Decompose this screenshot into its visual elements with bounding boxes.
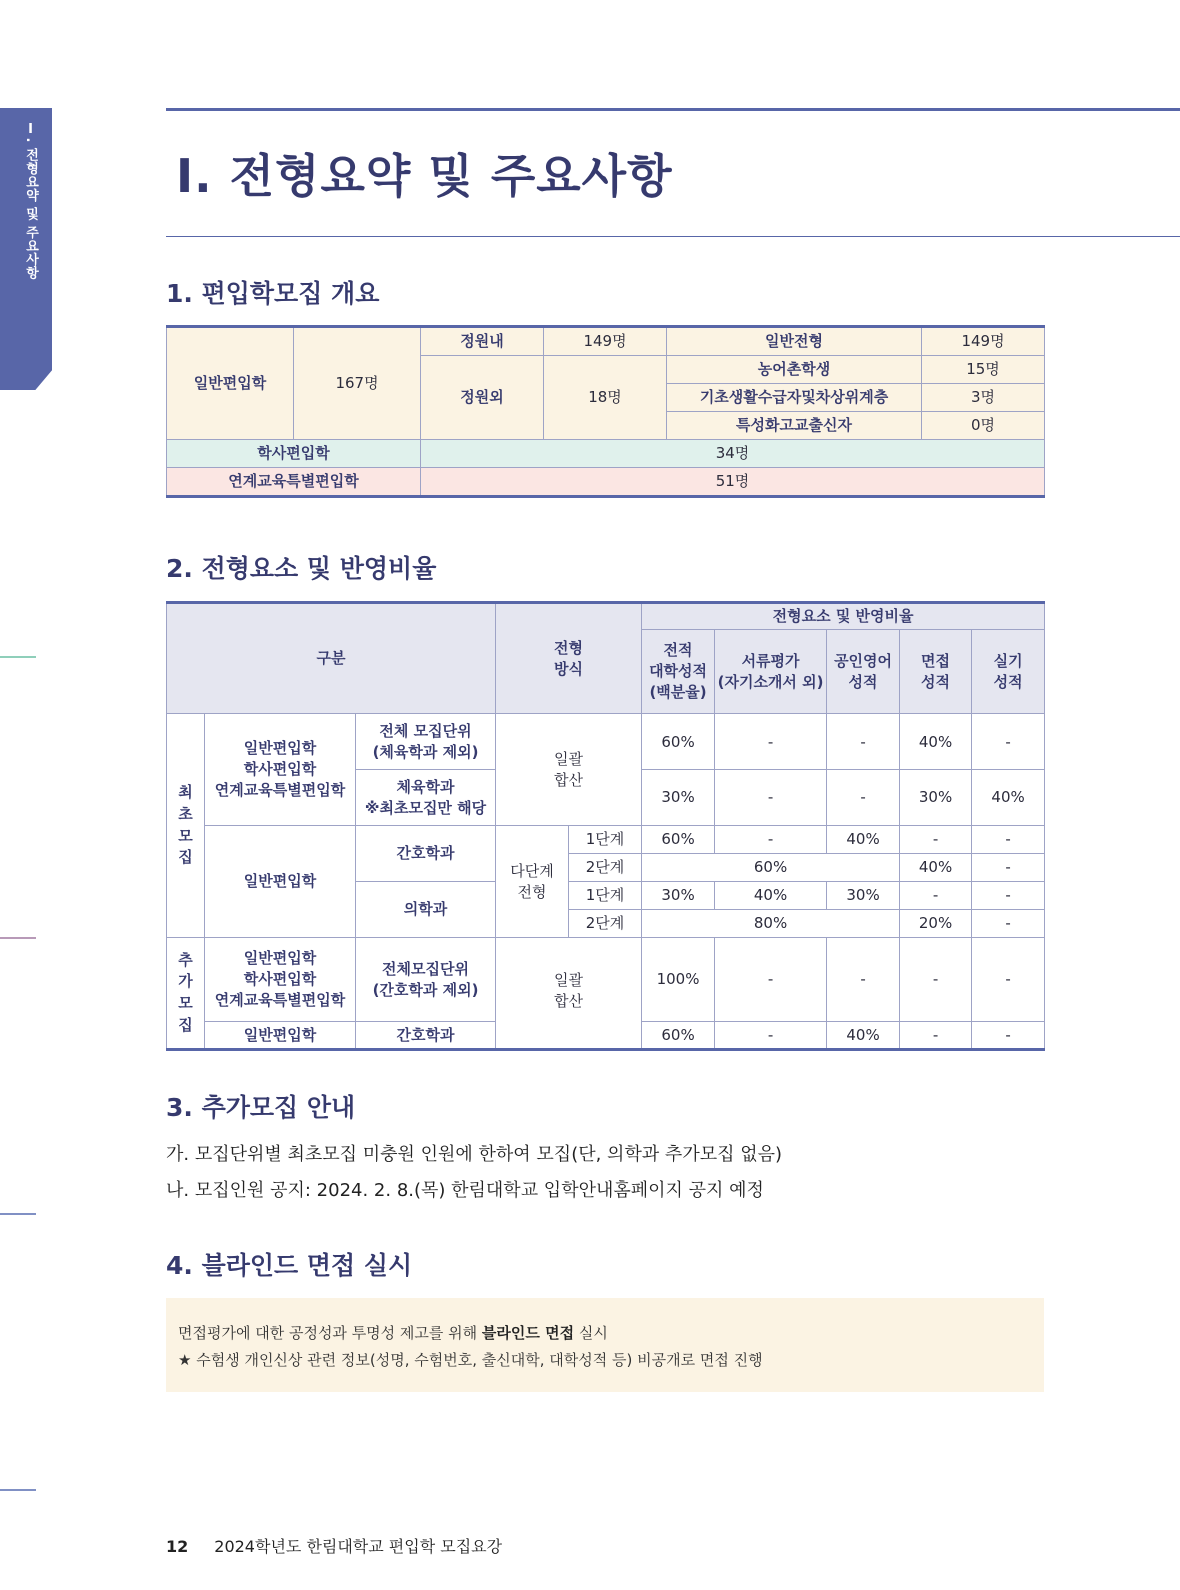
- text-span: 면접평가에 대한 공정성과 투명성 제고를 위해: [178, 1324, 482, 1342]
- blind-interview-line: [178, 1322, 1044, 1343]
- value-cell: -: [715, 714, 827, 770]
- side-marker: [0, 656, 36, 658]
- admission-type: 일반전형: [667, 327, 922, 356]
- bachelor-transfer-count: 34명: [421, 440, 1045, 468]
- value-cell: 40%: [827, 1022, 900, 1050]
- value-cell: 60%: [642, 826, 715, 854]
- general-transfer-label: 일반편입학: [167, 327, 294, 440]
- side-chapter-label: Ⅰ. 전형요약 및 주요사항: [23, 122, 38, 280]
- admission-type: 기초생활수급자및차상위계층: [667, 384, 922, 412]
- value-cell: -: [827, 770, 900, 826]
- header-documents: 서류평가 (자기소개서 외): [715, 630, 827, 714]
- admission-type-count: 0명: [922, 412, 1045, 440]
- value-cell: -: [715, 826, 827, 854]
- general-transfer-total: 167명: [294, 327, 421, 440]
- row-unit: 간호학과: [356, 1022, 496, 1050]
- value-cell: -: [900, 826, 972, 854]
- stage-cell: 2단계: [569, 854, 642, 882]
- value-cell: -: [900, 1022, 972, 1050]
- section-4-heading: 4. 블라인드 면접 실시: [166, 1251, 413, 1280]
- quota-out-count: 18명: [544, 356, 667, 440]
- value-cell: 40%: [972, 770, 1045, 826]
- section-2-heading: 2. 전형요소 및 반영비율: [166, 554, 437, 583]
- page-title: Ⅰ. 전형요약 및 주요사항: [176, 149, 673, 203]
- value-cell: -: [972, 910, 1045, 938]
- row-unit: 간호학과: [356, 826, 496, 882]
- text-span: 실시: [574, 1324, 608, 1342]
- admission-type: 특성화고교출신자: [667, 412, 922, 440]
- footer-text: 2024학년도 한림대학교 편입학 모집요강: [214, 1537, 503, 1556]
- page-number: 12: [166, 1537, 189, 1556]
- quota-out-label: 정원외: [421, 356, 544, 440]
- value-cell: 40%: [900, 714, 972, 770]
- value-cell: -: [715, 770, 827, 826]
- row-unit: 전체 모집단위 (체육학과 제외): [356, 714, 496, 770]
- header-english: 공인영어 성적: [827, 630, 900, 714]
- header-method: 전형 방식: [496, 603, 642, 714]
- header-category: 구분: [167, 603, 496, 714]
- side-marker: [0, 1213, 36, 1215]
- stage-cell: 2단계: [569, 910, 642, 938]
- value-cell: -: [827, 938, 900, 1022]
- additional-recruitment-label: 추 가 모 집: [167, 938, 205, 1050]
- value-cell: 20%: [900, 910, 972, 938]
- linked-transfer-label: 연계교육특별편입학: [167, 468, 421, 497]
- header-interview: 면접 성적: [900, 630, 972, 714]
- row-types: 일반편입학 학사편입학 연계교육특별편입학: [205, 938, 356, 1022]
- value-cell: 40%: [900, 854, 972, 882]
- value-cell: 40%: [715, 882, 827, 910]
- value-cell: 30%: [642, 770, 715, 826]
- value-cell: -: [972, 854, 1045, 882]
- row-types: 일반편입학: [205, 1022, 356, 1050]
- blind-interview-box: [166, 1298, 1044, 1392]
- side-marker: [0, 937, 36, 939]
- header-transcript: 전적 대학성적 (백분율): [642, 630, 715, 714]
- value-cell: -: [900, 938, 972, 1022]
- row-types: 일반편입학 학사편입학 연계교육특별편입학: [205, 714, 356, 826]
- row-method: 일괄 합산: [496, 714, 642, 826]
- admission-type-count: 3명: [922, 384, 1045, 412]
- value-cell: 100%: [642, 938, 715, 1022]
- admission-type-count: 149명: [922, 327, 1045, 356]
- section-1-heading: 1. 편입학모집 개요: [166, 279, 380, 308]
- header-group: 전형요소 및 반영비율: [642, 603, 1045, 630]
- row-method: 일괄 합산: [496, 938, 642, 1050]
- value-cell: -: [972, 714, 1045, 770]
- top-rule: [166, 108, 1180, 111]
- value-cell: 30%: [642, 882, 715, 910]
- value-cell: -: [972, 826, 1045, 854]
- initial-recruitment-label: 최 초 모 집: [167, 714, 205, 938]
- page-footer: [166, 1534, 502, 1557]
- row-unit: 전체모집단위 (간호학과 제외): [356, 938, 496, 1022]
- row-types: 일반편입학: [205, 826, 356, 938]
- stage-cell: 1단계: [569, 882, 642, 910]
- quota-in-count: 149명: [544, 327, 667, 356]
- admission-type: 농어촌학생: [667, 356, 922, 384]
- value-cell: 40%: [827, 826, 900, 854]
- stage-cell: 1단계: [569, 826, 642, 854]
- value-cell: 30%: [827, 882, 900, 910]
- row-method: 다단계 전형: [496, 826, 569, 938]
- recruitment-overview-table: [166, 325, 1045, 498]
- value-cell: 60%: [642, 1022, 715, 1050]
- title-divider: [166, 236, 1180, 237]
- value-cell: -: [972, 938, 1045, 1022]
- notice-item: 나. 모집인원 공지: 2024. 2. 8.(목) 한림대학교 입학안내홈페이지 공지 예정: [166, 1180, 764, 1201]
- row-unit: 체육학과 ※최초모집만 해당: [356, 770, 496, 826]
- value-cell: -: [715, 938, 827, 1022]
- linked-transfer-count: 51명: [421, 468, 1045, 497]
- bold-text: 블라인드 면접: [481, 1324, 575, 1342]
- selection-ratio-table: [166, 601, 1045, 1051]
- merged-value-cell: 80%: [642, 910, 900, 938]
- blind-interview-note: ★ 수험생 개인신상 관련 정보(성명, 수험번호, 출신대학, 대학성적 등) 비공개로 면접 진행: [178, 1351, 763, 1369]
- merged-value-cell: 60%: [642, 854, 900, 882]
- value-cell: -: [972, 882, 1045, 910]
- admission-type-count: 15명: [922, 356, 1045, 384]
- side-marker: [0, 1489, 36, 1491]
- section-3-heading: 3. 추가모집 안내: [166, 1093, 356, 1122]
- bachelor-transfer-label: 학사편입학: [167, 440, 421, 468]
- value-cell: -: [900, 882, 972, 910]
- quota-in-label: 정원내: [421, 327, 544, 356]
- value-cell: -: [715, 1022, 827, 1050]
- notice-item: 가. 모집단위별 최초모집 미충원 인원에 한하여 모집(단, 의학과 추가모집 없음): [166, 1144, 783, 1165]
- value-cell: 60%: [642, 714, 715, 770]
- value-cell: -: [972, 1022, 1045, 1050]
- row-unit: 의학과: [356, 882, 496, 938]
- value-cell: 30%: [900, 770, 972, 826]
- value-cell: -: [827, 714, 900, 770]
- header-practical: 실기 성적: [972, 630, 1045, 714]
